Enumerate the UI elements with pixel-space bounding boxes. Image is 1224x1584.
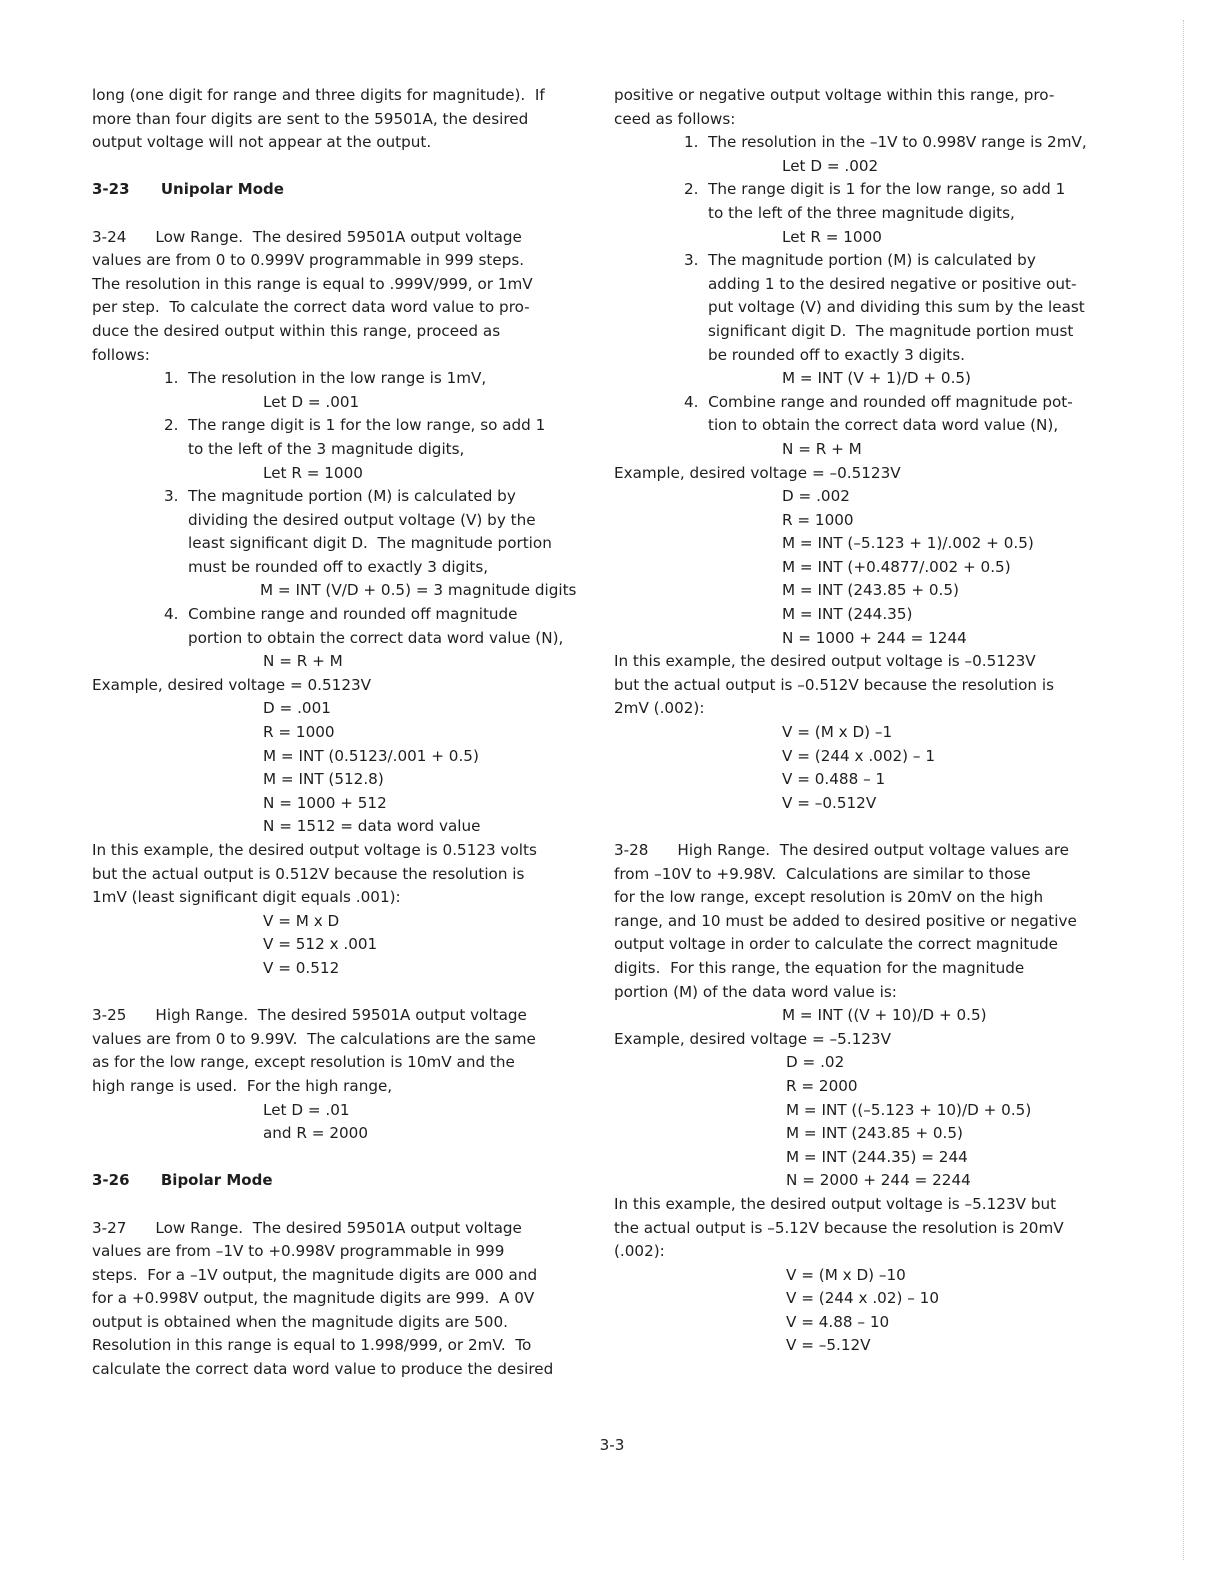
text-line: the actual output is –5.12V because the resolution is 20mV	[614, 1218, 1064, 1237]
text-line: duce the desired output within this range, proceed as	[92, 321, 501, 340]
text-line: N = R + M	[782, 439, 862, 458]
text-line: digits. For this range, the equation for the magnitude	[614, 958, 1025, 977]
text-line: N = 1000 + 512	[263, 793, 387, 812]
text-line: range, and 10 must be added to desired positive or negative	[614, 911, 1077, 930]
text-line: values are from –1V to +0.998V programmable in 999	[92, 1242, 505, 1261]
text-line: ceed as follows:	[614, 109, 736, 128]
text-line: M = INT ((–5.123 + 10)/D + 0.5)	[786, 1100, 1032, 1119]
text-line: portion to obtain the correct data word value (N),	[188, 628, 564, 647]
text-line: V = (M x D) –10	[786, 1265, 906, 1284]
text-line: M = INT (V + 1)/D + 0.5)	[782, 369, 971, 388]
text-line: put voltage (V) and dividing this sum by the least	[708, 298, 1085, 317]
text-line: Let R = 1000	[782, 227, 882, 246]
text-line: 2. The range digit is 1 for the low range, so add 1	[164, 416, 546, 435]
text-line: M = INT (512.8)	[263, 770, 384, 789]
text-line: V = M x D	[263, 911, 340, 930]
text-line: Example, desired voltage = –0.5123V	[614, 463, 901, 482]
text-line: output voltage will not appear at the output.	[92, 133, 432, 152]
text-line: 3-27 Low Range. The desired 59501A output voltage	[92, 1218, 522, 1237]
text-line: V = 0.512	[263, 958, 340, 977]
text-line: In this example, the desired output voltage is 0.5123 volts	[92, 841, 537, 859]
text-line: 3-28 High Range. The desired output voltage values are	[614, 841, 1069, 859]
text-line: Resolution in this range is equal to 1.998/999, or 2mV. To	[92, 1336, 532, 1355]
text-line: must be rounded off to exactly 3 digits,	[188, 557, 489, 576]
text-line: R = 1000	[263, 723, 335, 742]
section-heading: 3-26 Bipolar Mode	[92, 1171, 273, 1190]
text-line: M = INT (0.5123/.001 + 0.5)	[263, 746, 479, 765]
text-line: Let D = .002	[782, 156, 879, 175]
text-line: follows:	[92, 345, 150, 364]
text-line: but the actual output is 0.512V because the resolution is	[92, 864, 525, 883]
text-line: portion (M) of the data word value is:	[614, 982, 897, 1001]
text-line: D = .001	[263, 699, 331, 718]
text-line: tion to obtain the correct data word value (N),	[708, 416, 1059, 435]
text-line: least significant digit D. The magnitude portion	[188, 534, 552, 553]
text-line: M = INT (244.35) = 244	[786, 1147, 968, 1166]
text-line: 3. The magnitude portion (M) is calculated by	[164, 487, 516, 506]
text-line: 4. Combine range and rounded off magnitude	[164, 605, 518, 624]
page-number: 3-3	[599, 1436, 625, 1454]
text-line: V = 512 x .001	[263, 935, 378, 954]
text-line: long (one digit for range and three digits for magnitude). If	[92, 86, 545, 104]
text-line: M = INT (+0.4877/.002 + 0.5)	[782, 557, 1011, 576]
text-line: 2mV (.002):	[614, 699, 705, 718]
text-line: Example, desired voltage = 0.5123V	[92, 675, 372, 694]
section-heading: 3-23 Unipolar Mode	[92, 180, 284, 199]
right-text-column	[614, 84, 1124, 1358]
text-line: significant digit D. The magnitude portion must	[708, 321, 1074, 340]
text-line: to the left of the 3 magnitude digits,	[188, 439, 465, 458]
text-line: for the low range, except resolution is 20mV on the high	[614, 888, 1044, 907]
text-line: calculate the correct data word value to produce the desired	[92, 1360, 554, 1379]
text-line: from –10V to +9.98V. Calculations are similar to those	[614, 864, 1031, 883]
text-line: V = –0.512V	[782, 793, 877, 812]
text-line: dividing the desired output voltage (V) by the	[188, 510, 536, 529]
scan-edge-line	[1182, 20, 1184, 1560]
text-line: V = (M x D) –1	[782, 723, 893, 742]
text-line: V = (244 x .02) – 10	[786, 1289, 939, 1308]
blank-line	[614, 815, 1124, 839]
text-line: M = INT (243.85 + 0.5)	[786, 1124, 963, 1143]
text-line: for a +0.998V output, the magnitude digits are 999. A 0V	[92, 1289, 535, 1308]
text-line: N = 1000 + 244 = 1244	[782, 628, 967, 647]
text-line: 3-25 High Range. The desired 59501A output voltage	[92, 1006, 527, 1025]
text-line: per step. To calculate the correct data word value to pro-	[92, 298, 530, 317]
text-line: adding 1 to the desired negative or positive out-	[708, 274, 1077, 293]
text-line: M = INT (V/D + 0.5) = 3 magnitude digits	[260, 581, 577, 600]
text-line: but the actual output is –0.512V because the resolution is	[614, 675, 1055, 694]
text-line: 4. Combine range and rounded off magnitude pot-	[684, 392, 1073, 411]
text-line: values are from 0 to 9.99V. The calculations are the same	[92, 1029, 536, 1048]
text-line: V = –5.12V	[786, 1336, 871, 1355]
text-line: N = 1512 = data word value	[263, 817, 481, 836]
text-line: D = .002	[782, 487, 850, 506]
text-line: 1. The resolution in the low range is 1mV,	[164, 369, 487, 388]
text-line: The resolution in this range is equal to .999V/999, or 1mV	[92, 274, 533, 293]
text-line: steps. For a –1V output, the magnitude digits are 000 and	[92, 1265, 538, 1284]
text-line: to the left of the three magnitude digits,	[708, 203, 1015, 222]
text-line: positive or negative output voltage within this range, pro-	[614, 86, 1055, 104]
text-line: V = (244 x .002) – 1	[782, 746, 935, 765]
text-line: In this example, the desired output voltage is –5.123V but	[614, 1194, 1057, 1213]
text-line: D = .02	[786, 1053, 845, 1072]
text-line: 3-24 Low Range. The desired 59501A output voltage	[92, 227, 522, 246]
blank-line	[92, 1146, 592, 1170]
text-line: R = 2000	[786, 1076, 858, 1095]
left-text-column	[92, 84, 592, 1382]
text-line: R = 1000	[782, 510, 854, 529]
text-line: M = INT ((V + 10)/D + 0.5)	[782, 1006, 987, 1025]
text-line: Let R = 1000	[263, 463, 363, 482]
text-line: and R = 2000	[263, 1124, 368, 1143]
text-line: be rounded off to exactly 3 digits.	[708, 345, 965, 364]
text-line: M = INT (244.35)	[782, 605, 913, 624]
text-line: M = INT (–5.123 + 1)/.002 + 0.5)	[782, 534, 1034, 553]
text-line: values are from 0 to 0.999V programmable in 999 steps.	[92, 251, 525, 270]
text-line: Let D = .001	[263, 392, 360, 411]
blank-line	[92, 202, 592, 226]
text-line: output voltage in order to calculate the correct magnitude	[614, 935, 1058, 954]
text-line: V = 0.488 – 1	[782, 770, 886, 789]
text-line: high range is used. For the high range,	[92, 1076, 393, 1095]
text-line: 2. The range digit is 1 for the low range, so add 1	[684, 180, 1066, 199]
text-line: Example, desired voltage = –5.123V	[614, 1029, 891, 1048]
text-line: 1. The resolution in the –1V to 0.998V range is 2mV,	[684, 133, 1087, 152]
text-line: 3. The magnitude portion (M) is calculated by	[684, 251, 1036, 270]
text-line: M = INT (243.85 + 0.5)	[782, 581, 959, 600]
text-line: more than four digits are sent to the 59501A, the desired	[92, 109, 529, 128]
text-line: N = 2000 + 244 = 2244	[786, 1171, 971, 1190]
text-line: 1mV (least significant digit equals .001):	[92, 888, 401, 907]
text-line: In this example, the desired output voltage is –0.5123V	[614, 652, 1036, 671]
text-line: (.002):	[614, 1242, 665, 1261]
text-line: N = R + M	[263, 652, 343, 671]
text-line: V = 4.88 – 10	[786, 1312, 890, 1331]
text-line: Let D = .01	[263, 1100, 350, 1119]
text-line: output is obtained when the magnitude digits are 500.	[92, 1312, 508, 1331]
blank-line	[92, 981, 592, 1005]
blank-line	[92, 155, 592, 179]
text-line: as for the low range, except resolution is 10mV and the	[92, 1053, 515, 1072]
blank-line	[92, 1193, 592, 1217]
